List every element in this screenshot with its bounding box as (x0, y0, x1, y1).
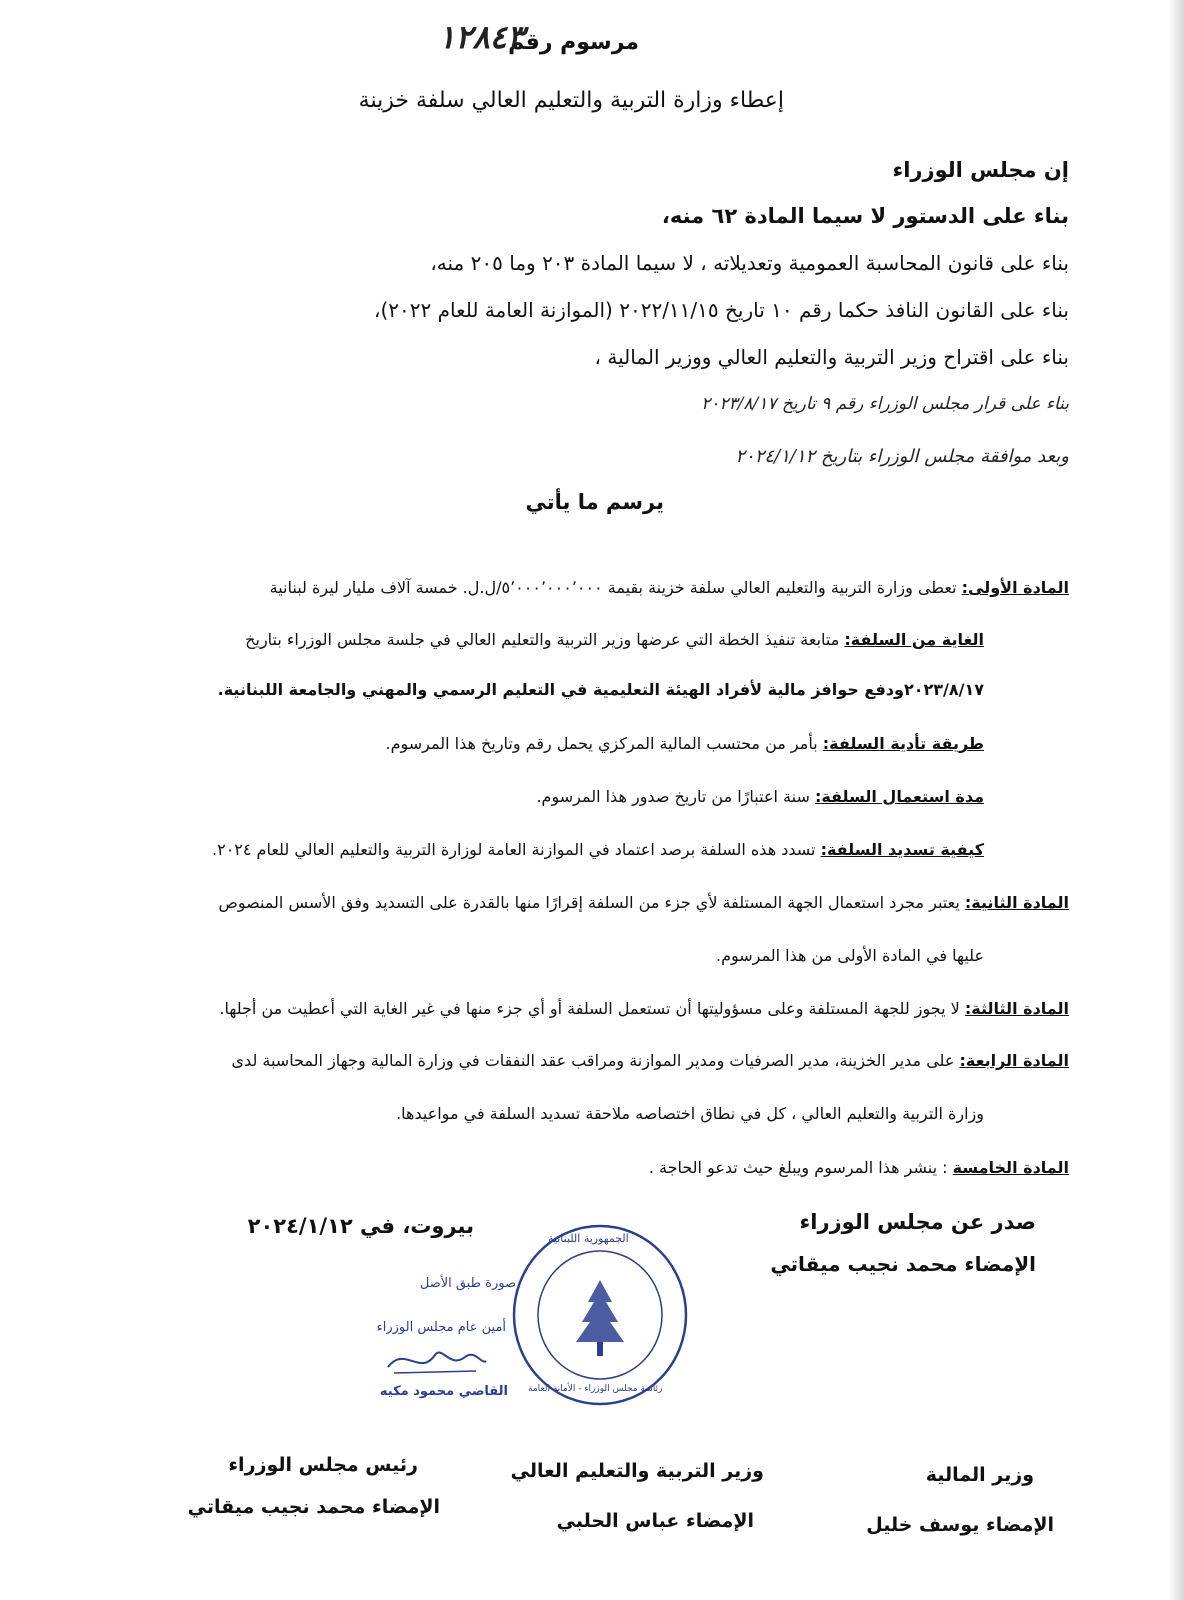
duration-text: سنة اعتبارًا من تاريخ صدور هذا المرسوم. (536, 787, 810, 806)
purpose-label: الغاية من السلفة: (844, 630, 984, 649)
education-minister-signature: الإمضاء عباس الحلبي (556, 1510, 754, 1532)
article-1-label: المادة الأولى: (961, 578, 1069, 597)
finance-minister-signature: الإمضاء يوسف خليل (866, 1514, 1054, 1536)
article-1-purpose (245, 630, 984, 649)
preamble-council-approval: وبعد موافقة مجلس الوزراء بتاريخ ٢٠٢٤/١/١٢ (735, 446, 1069, 467)
article-4-text: على مدير الخزينة، مدير الصرفيات ومدير الموازنة ومراقب عقد النفقات في وزارة المالية وجهاز المحاسبة لدى (231, 1051, 955, 1070)
preamble-council-decision: بناء على قرار مجلس الوزراء رقم ٩ تاريخ ٢٠٢٣/٨/١٧ (701, 394, 1069, 414)
issue-place-date: بيروت، في ٢٠٢٤/١/١٢ (247, 1214, 474, 1238)
article-3-label: المادة الثالثة: (964, 999, 1069, 1018)
article-1-repayment (212, 840, 984, 859)
decree-number-label: مرسوم رقم (508, 30, 639, 55)
article-2 (218, 893, 1069, 912)
seal-ring-top: الجمهورية اللبنانية (548, 1232, 629, 1245)
article-4-label: المادة الرابعة: (959, 1051, 1069, 1070)
seal-ring-bottom: رئاسة مجلس الوزراء - الأمانة العامة (528, 1384, 663, 1394)
article-4-cont: وزارة التربية والتعليم العالي ، كل في نطاق اختصاصه ملاحقة تسديد السلفة في مواعيدها. (396, 1104, 984, 1123)
preamble-budget-law: بناء على القانون النافذ حكما رقم ١٠ تاريخ ٢٠٢٢/١١/١٥ (الموازنة العامة للعام ٢٠٢٢)، (374, 298, 1069, 322)
preamble-constitution: بناء على الدستور لا سيما المادة ٦٢ منه، (661, 204, 1069, 228)
article-1 (270, 578, 1069, 597)
article-5-text: : ينشر هذا المرسوم ويبلغ حيث تدعو الحاجة . (648, 1158, 948, 1177)
stamp-true-copy: صورة طبق الأصل (419, 1276, 516, 1291)
education-minister-title: وزير التربية والتعليم العالي (510, 1460, 764, 1482)
stamp-judge-name: القاضي محمود مكيه (379, 1384, 508, 1399)
repay-label: كيفية تسديد السلفة: (820, 840, 984, 859)
finance-minister-title: وزير المالية (925, 1464, 1034, 1486)
article-2-text: يعتبر مجرد استعمال الجهة المستلفة لأي جزء من السلفة إقرارًا منها بالقدرة على التسديد وفق الأسس المنصوص (218, 893, 960, 912)
article-1-purpose-cont: ٢٠٢٣/٨/١٧ودفع حوافز مالية لأفراد الهيئة التعليمية في التعليم الرسمي والمهني والجامعة اللبنانية. (217, 680, 984, 699)
decrees-heading: يرسم ما يأتي (525, 490, 664, 514)
issued-by: صدر عن مجلس الوزراء (799, 1210, 1036, 1234)
decree-subject: إعطاء وزارة التربية والتعليم العالي سلفة خزينة (358, 88, 784, 113)
issued-signature: الإمضاء محمد نجيب ميقاتي (770, 1252, 1036, 1276)
stamp-secretary-general: أمين عام مجلس الوزراء (376, 1320, 506, 1335)
article-2-label: المادة الثانية: (964, 893, 1069, 912)
article-3 (219, 999, 1069, 1018)
preamble-opening: إن مجلس الوزراء (892, 158, 1069, 182)
article-1-duration (536, 787, 984, 806)
article-5-label: المادة الخامسة (952, 1158, 1069, 1177)
official-seal-icon (510, 1222, 690, 1408)
method-text: بأمر من محتسب المالية المركزي يحمل رقم وتاريخ هذا المرسوم. (385, 734, 818, 753)
article-5 (649, 1158, 1069, 1177)
purpose-text: متابعة تنفيذ الخطة التي عرضها وزير التربية والتعليم العالي في جلسة مجلس الوزراء بتاريخ (245, 630, 840, 649)
pm-title: رئيس مجلس الوزراء (228, 1454, 418, 1476)
decree-number: ١٢٨٤٣ (438, 18, 524, 56)
duration-label: مدة استعمال السلفة: (814, 787, 984, 806)
page-edge-shadow (1168, 0, 1184, 1600)
preamble-proposal: بناء على اقتراح وزير التربية والتعليم العالي ووزير المالية ، (594, 345, 1069, 369)
article-1-method (386, 734, 984, 753)
secretary-signature-icon (380, 1335, 490, 1385)
preamble-accounting-law: بناء على قانون المحاسبة العمومية وتعديلاته ، لا سيما المادة ٢٠٣ وما ٢٠٥ منه، (430, 251, 1069, 275)
article-1-text: تعطى وزارة التربية والتعليم العالي سلفة خزينة بقيمة ٥٬٠٠٠٬٠٠٠٬٠٠٠/ل.ل. خمسة آلاف مليار ليرة لبنانية (269, 578, 957, 597)
repay-text: تسدد هذه السلفة برصد اعتماد في الموازنة العامة لوزارة التربية والتعليم العالي للعام ٢٠٢٤. (212, 840, 816, 859)
method-label: طريقة تأدية السلفة: (822, 734, 984, 753)
article-2-cont: عليها في المادة الأولى من هذا المرسوم. (716, 946, 984, 965)
article-3-text: لا يجوز للجهة المستلفة وعلى مسؤوليتها أن تستعمل السلفة أو أي جزء منها في غير الغاية التي أعطيت من أجلها. (219, 999, 960, 1018)
pm-signature: الإمضاء محمد نجيب ميقاتي (187, 1496, 440, 1518)
article-4 (232, 1051, 1069, 1070)
